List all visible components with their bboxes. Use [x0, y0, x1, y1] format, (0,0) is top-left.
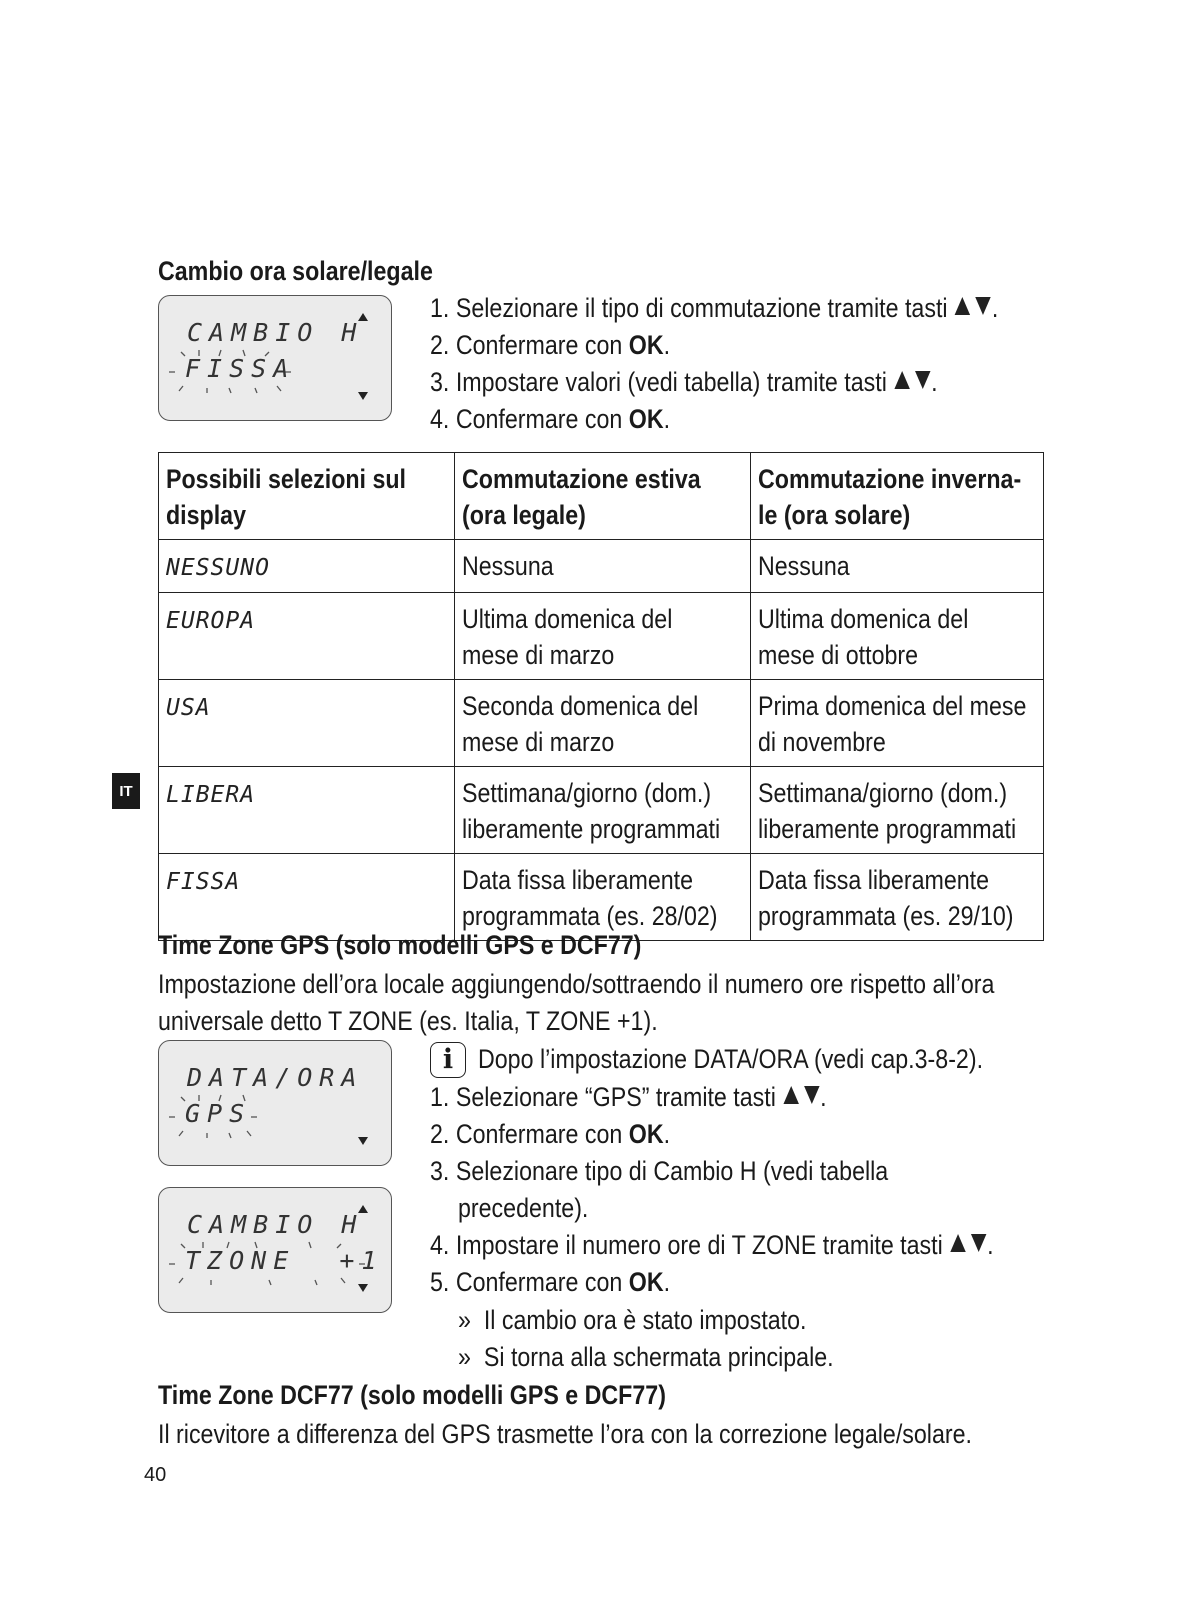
table-row: EUROPA Ultima domenica del mese di marzo Ultima domenica del mese di ottobre — [159, 593, 1044, 680]
step-1-select-type: 1. Selezionare il tipo di commutazione tramite tasti . — [430, 293, 999, 323]
up-down-keys-icon — [954, 295, 992, 317]
lcd-display-cambio — [158, 295, 392, 421]
table-header-cell: Possibili selezioni sul display — [159, 453, 455, 540]
lcd-line1: DATA/ORA — [187, 1063, 364, 1092]
lcd-display-tzone — [158, 1187, 392, 1313]
display-option: NESSUNO — [166, 555, 270, 581]
step-4-confirm: 4. Confermare con OK. — [430, 404, 671, 434]
lcd-down-arrow-icon — [358, 1284, 368, 1292]
display-option: FISSA — [166, 869, 241, 895]
step-3-select-cambio: 3. Selezionare tipo di Cambio H (vedi tabella — [430, 1156, 889, 1186]
lcd-line2: TZONE +1 — [185, 1246, 384, 1275]
dcf77-paragraph: Il ricevitore a differenza del GPS trasmette l’ora con la correzione legale/solare. — [158, 1419, 972, 1449]
table-header-row — [159, 453, 1044, 540]
lcd-line2: FISSA — [185, 354, 296, 383]
table-row: LIBERA Settimana/giorno (dom.) liberamente programmati Settimana/giorno (dom.) liberamente programmati — [159, 767, 1044, 854]
section-title-time-zone-gps: Time Zone GPS (solo modelli GPS e DCF77) — [158, 930, 642, 960]
step-4-set-tzone: 4. Impostare il numero ore di T ZONE tramite tasti . — [430, 1230, 994, 1260]
language-badge: IT — [112, 773, 140, 809]
section-title-time-zone-dcf77: Time Zone DCF77 (solo modelli GPS e DCF77) — [158, 1380, 666, 1410]
step-3-continuation: precedente). — [458, 1193, 589, 1223]
up-down-keys-icon — [782, 1084, 820, 1106]
up-down-keys-icon — [893, 369, 931, 391]
info-icon: i — [430, 1042, 466, 1078]
step-3-set-values: 3. Impostare valori (vedi tabella) tramite tasti . — [430, 367, 938, 397]
step-2-confirm: 2. Confermare con OK. — [430, 330, 671, 360]
table-header-cell: Commutazione inverna- le (ora solare) — [751, 453, 1044, 540]
page-number: 40 — [144, 1464, 167, 1486]
table-row: USA Seconda domenica del mese di marzo Prima domenica del mese di novembre — [159, 680, 1044, 767]
selection-table — [158, 452, 1044, 941]
lcd-down-arrow-icon — [358, 392, 368, 400]
table-row: NESSUNO Nessuna Nessuna — [159, 540, 1044, 593]
lcd-line1: CAMBIO H — [187, 1210, 364, 1239]
lcd-display-data-ora — [158, 1040, 392, 1166]
up-down-keys-icon — [949, 1232, 987, 1254]
intro-paragraph: Impostazione dell’ora locale aggiungendo/sottraendo il numero ore rispetto all’ora universale detto T ZONE (es. Italia, T ZONE +1). — [158, 969, 995, 1036]
section-title-cambio-ora: Cambio ora solare/legale — [158, 256, 433, 286]
lcd-line2: GPS — [185, 1099, 252, 1128]
display-option: EUROPA — [166, 608, 256, 634]
display-option: LIBERA — [166, 782, 256, 808]
table-row: FISSA Data fissa liberamente programmata (es. 28/02) Data fissa liberamente programmata (es. 29/10) — [159, 854, 1044, 941]
table-header-cell: Commutazione estiva (ora legale) — [455, 453, 751, 540]
result-line: » Il cambio ora è stato impostato. — [458, 1305, 807, 1335]
lcd-down-arrow-icon — [358, 1137, 368, 1145]
result-line: » Si torna alla schermata principale. — [458, 1342, 834, 1372]
lcd-line1: CAMBIO H — [187, 318, 364, 347]
step-1-select-gps: 1. Selezionare “GPS” tramite tasti . — [430, 1082, 827, 1112]
step-5-confirm: 5. Confermare con OK. — [430, 1267, 671, 1297]
display-option: USA — [166, 695, 211, 721]
step-2-confirm: 2. Confermare con OK. — [430, 1119, 671, 1149]
info-note: i Dopo l’impostazione DATA/ORA (vedi cap.3-8-2). — [430, 1040, 1065, 1078]
